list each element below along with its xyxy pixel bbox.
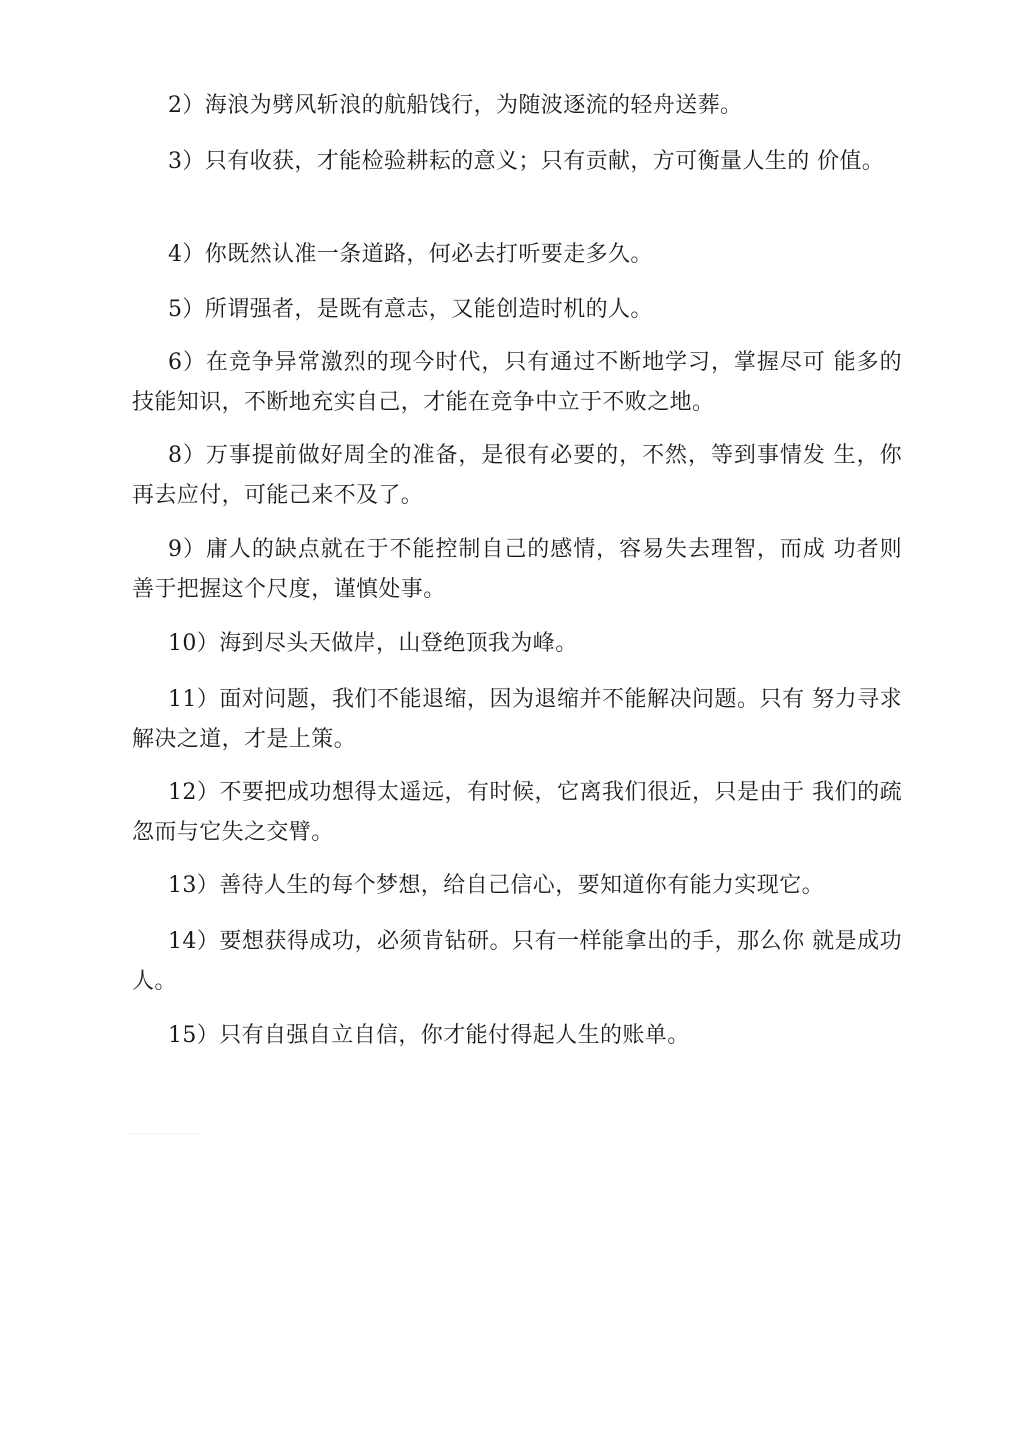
paragraph-item-5: 5）所谓强者，是既有意志，又能创造时机的人。: [168, 297, 653, 322]
paragraph-item-10: 10）海到尽头天做岸，山登绝顶我为峰。: [168, 631, 578, 656]
paragraph-item-9: 9）庸人的缺点就在于不能控制自己的感情，容易失去理智，而成 功者则善于把握这个尺度，谨慎处事。: [132, 537, 902, 602]
faint-scan-mark: [130, 1133, 200, 1135]
paragraph-item-13: 13）善待人生的每个梦想，给自己信心，要知道你有能力实现它。: [168, 873, 824, 898]
paragraph-item-6: 6）在竞争异常激烈的现今时代，只有通过不断地学习，掌握尽可 能多的技能知识，不断地充实自己，才能在竞争中立于不败之地。: [132, 350, 902, 415]
paragraph-item-4: 4）你既然认准一条道路，何必去打听要走多久。: [168, 242, 653, 267]
paragraph-item-8: 8）万事提前做好周全的准备，是很有必要的，不然，等到事情发 生，你再去应付，可能己来不及了。: [132, 443, 902, 508]
paragraph-item-14: 14）要想获得成功，必须肯钻研。只有一样能拿出的手，那么你 就是成功人。: [132, 929, 902, 994]
paragraph-item-3: 3）只有收获，才能检验耕耘的意义；只有贡献，方可衡量人生的 价值。: [168, 149, 885, 174]
paragraph-item-12: 12）不要把成功想得太遥远，有时候，它离我们很近，只是由于 我们的疏忽而与它失之交臂。: [132, 780, 902, 845]
paragraph-item-11: 11）面对问题，我们不能退缩，因为退缩并不能解决问题。只有 努力寻求解决之道，才是上策。: [132, 687, 902, 752]
paragraph-item-15: 15）只有自强自立自信，你才能付得起人生的账单。: [168, 1023, 690, 1048]
paragraph-item-2: 2）海浪为劈风斩浪的航船饯行，为随波逐流的轻舟送葬。: [168, 93, 743, 118]
